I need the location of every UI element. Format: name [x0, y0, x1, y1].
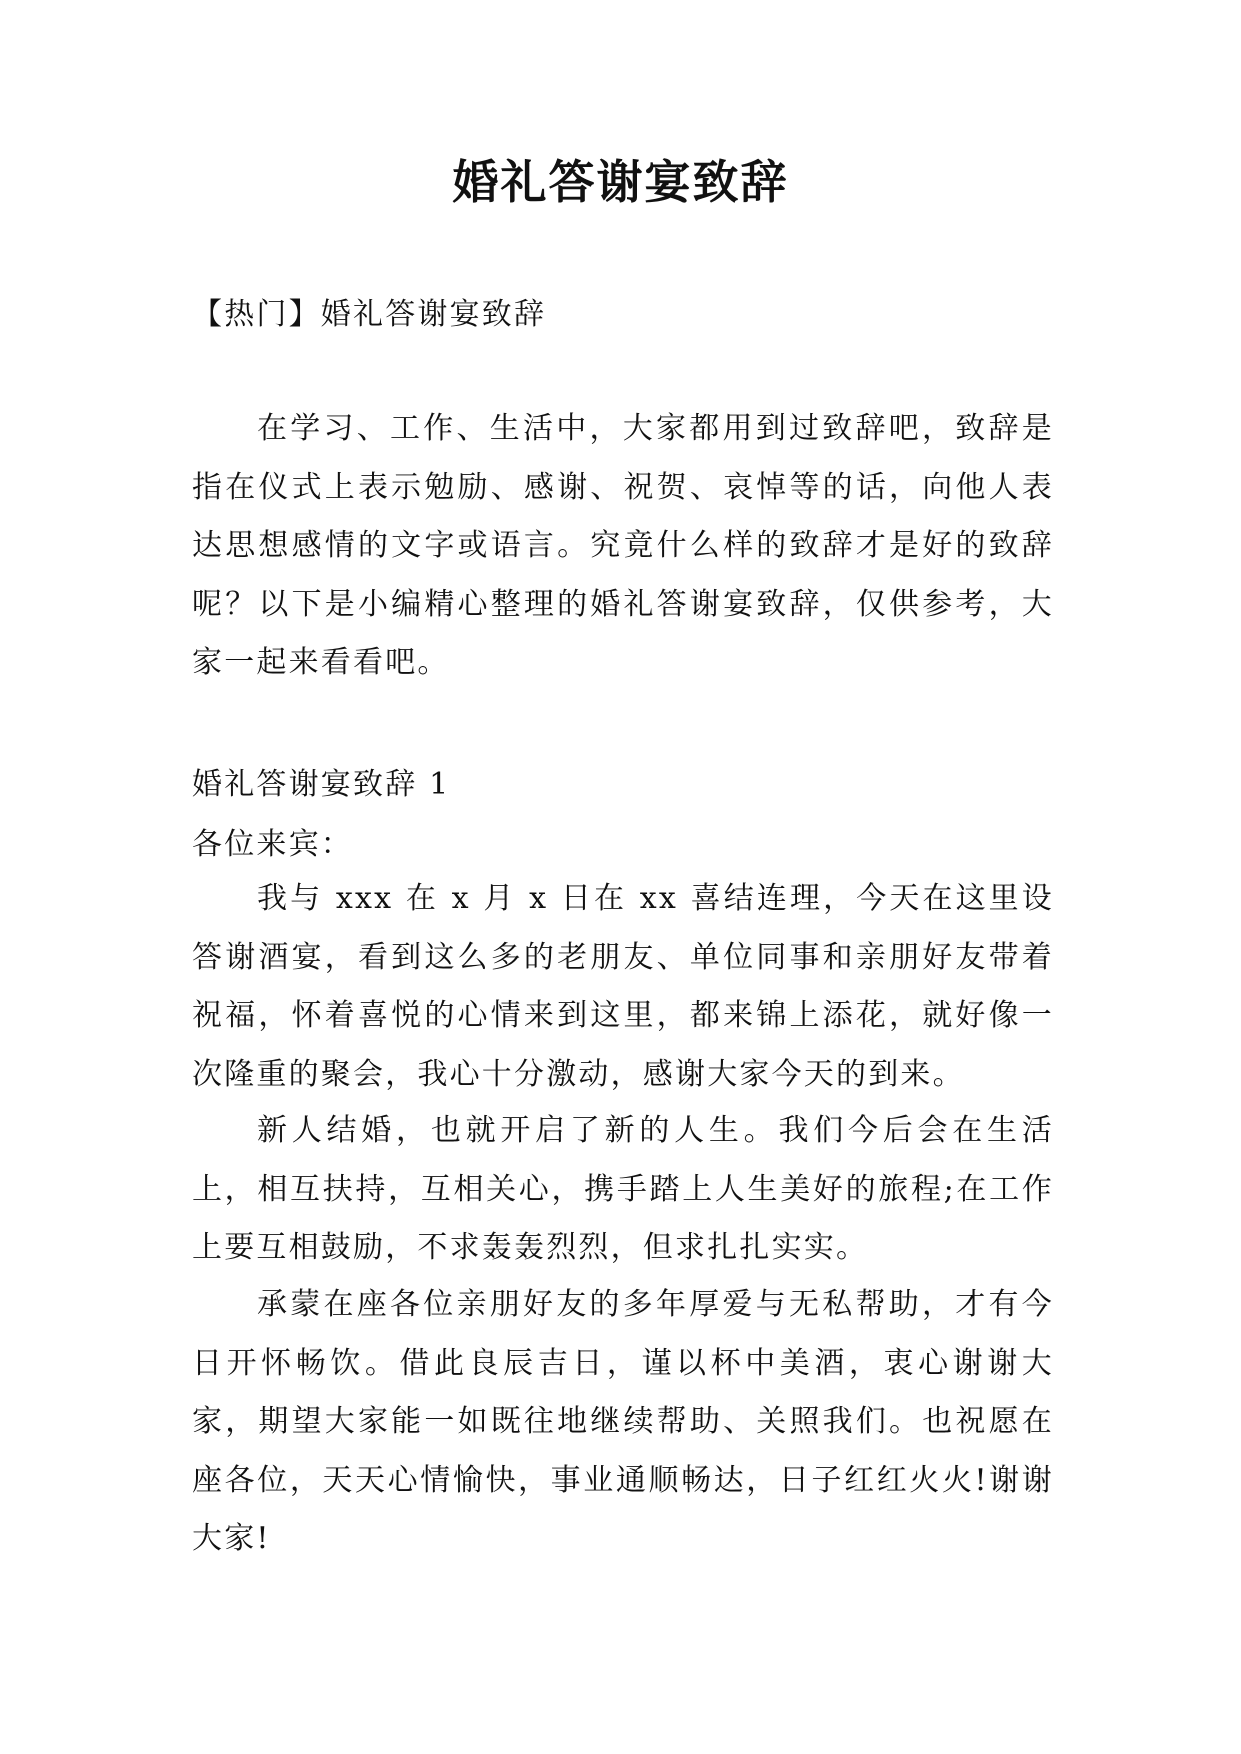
salutation: 各位来宾： — [192, 827, 353, 862]
section-heading: 婚礼答谢宴致辞 1 — [192, 767, 451, 802]
speech-paragraph: 我与 xxx 在 x 月 x 日在 xx 喜结连理，今天在这里设答谢酒宴，看到这么多的老朋友、单位同事和亲朋好友带着祝福，怀着喜悦的心情来到这里，都来锦上添花，就好像一次隆重的聚会，我心十分激动，感谢大家今天的到来。 — [192, 881, 1054, 1092]
speech-paragraph: 新人结婚，也就开启了新的人生。我们今后会在生活上，相互扶持，互相关心，携手踏上人生美好的旅程;在工作上要互相鼓励，不求轰轰烈烈，但求扎扎实实。 — [192, 1113, 1054, 1265]
tag-line: 【热门】婚礼答谢宴致辞 — [192, 297, 547, 332]
intro-paragraph: 在学习、工作、生活中，大家都用到过致辞吧，致辞是指在仪式上表示勉励、感谢、祝贺、哀悼等的话，向他人表达思想感情的文字或语言。究竟什么样的致辞才是好的致辞呢？以下是小编精心整理的婚礼答谢宴致辞，仅供参考，大家一起来看看吧。 — [192, 411, 1054, 680]
document-title: 婚礼答谢宴致辞 — [452, 155, 789, 209]
speech-paragraph: 承蒙在座各位亲朋好友的多年厚爱与无私帮助，才有今日开怀畅饮。借此良辰吉日，谨以杯中美酒，衷心谢谢大家，期望大家能一如既往地继续帮助、关照我们。也祝愿在座各位，天天心情愉快，事业通顺畅达，日子红红火火!谢谢大家! — [192, 1287, 1054, 1556]
